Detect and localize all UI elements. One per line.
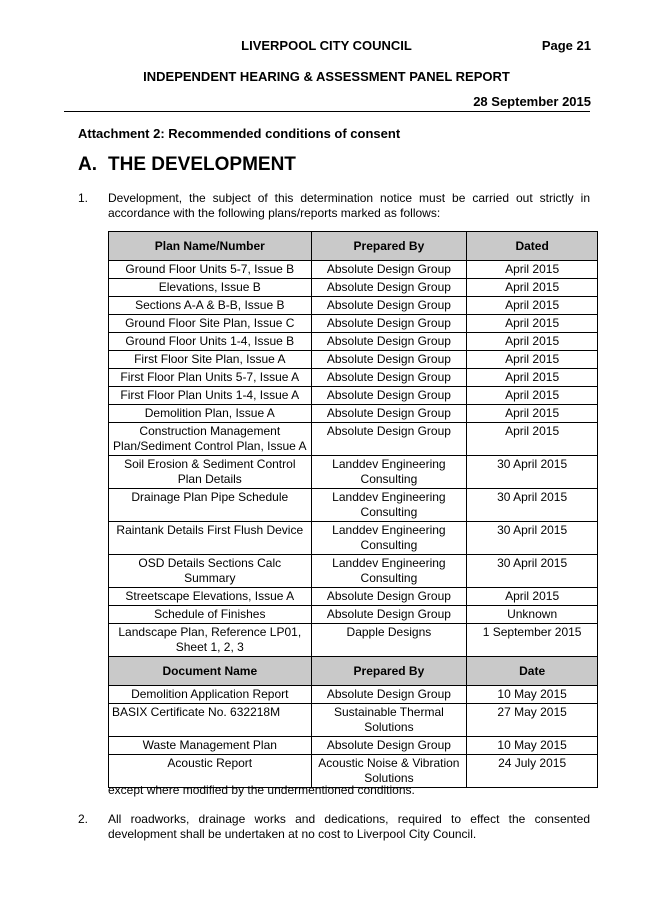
table-cell: Ground Floor Units 1-4, Issue B [109, 333, 312, 351]
documents-header-row [109, 657, 598, 686]
table-cell: 30 April 2015 [467, 456, 598, 489]
plans-table-body [109, 232, 598, 788]
table-cell: Soil Erosion & Sediment Control Plan Details [109, 456, 312, 489]
table-cell: April 2015 [467, 423, 598, 456]
table-cell: Sections A-A & B-B, Issue B [109, 297, 312, 315]
table-cell: Absolute Design Group [311, 279, 467, 297]
table-cell: BASIX Certificate No. 632218M [109, 704, 312, 737]
header-rule [64, 111, 590, 112]
table-cell: OSD Details Sections Calc Summary [109, 555, 312, 588]
condition-text: All roadworks, drainage works and dedications, required to effect the consented development shall be undertaken at no cost to Liverpool City Council. [108, 812, 590, 841]
table-cell: Landdev Engineering Consulting [311, 555, 467, 588]
table-row [109, 489, 598, 522]
condition-text: Development, the subject of this determination notice must be carried out strictly in accordance with the following plans/reports marked as follows: [108, 191, 590, 220]
report-title: INDEPENDENT HEARING & ASSESSMENT PANEL REPORT [143, 69, 510, 84]
table-cell: Absolute Design Group [311, 686, 467, 704]
column-header: Dated [467, 232, 598, 261]
table-cell: April 2015 [467, 315, 598, 333]
table-cell: 27 May 2015 [467, 704, 598, 737]
table-cell: Absolute Design Group [311, 423, 467, 456]
table-cell: Absolute Design Group [311, 315, 467, 333]
table-row [109, 456, 598, 489]
table-cell: Unknown [467, 606, 598, 624]
page-number: Page 21 [541, 38, 591, 53]
table-cell: Absolute Design Group [311, 369, 467, 387]
table-row [109, 315, 598, 333]
table-cell: April 2015 [467, 387, 598, 405]
table-cell: Streetscape Elevations, Issue A [109, 588, 312, 606]
condition-number: 2. [78, 812, 89, 826]
table-cell: Raintank Details First Flush Device [109, 522, 312, 555]
column-header: Date [467, 657, 598, 686]
table-cell: April 2015 [467, 369, 598, 387]
table-row [109, 606, 598, 624]
table-cell: 1 September 2015 [467, 624, 598, 657]
table-cell: 30 April 2015 [467, 489, 598, 522]
plans-header-row [109, 232, 598, 261]
table-cell: Sustainable Thermal Solutions [311, 704, 467, 737]
table-cell: Ground Floor Site Plan, Issue C [109, 315, 312, 333]
table-cell: Absolute Design Group [311, 606, 467, 624]
table-cell: Elevations, Issue B [109, 279, 312, 297]
table-row [109, 686, 598, 704]
except-note: except where modified by the undermentioned conditions. [108, 783, 415, 797]
table-row [109, 261, 598, 279]
condition-1 [78, 191, 590, 221]
table-cell: Absolute Design Group [311, 297, 467, 315]
table-cell: April 2015 [467, 351, 598, 369]
condition-2 [78, 812, 590, 842]
table-cell: Landdev Engineering Consulting [311, 489, 467, 522]
table-cell: April 2015 [467, 405, 598, 423]
table-cell: Demolition Application Report [109, 686, 312, 704]
table-cell: April 2015 [467, 297, 598, 315]
table-cell: Drainage Plan Pipe Schedule [109, 489, 312, 522]
table-cell: First Floor Plan Units 1-4, Issue A [109, 387, 312, 405]
table-cell: Absolute Design Group [311, 405, 467, 423]
table-row [109, 522, 598, 555]
table-cell: April 2015 [467, 279, 598, 297]
table-cell: Absolute Design Group [311, 588, 467, 606]
column-header: Plan Name/Number [109, 232, 312, 261]
table-cell: April 2015 [467, 261, 598, 279]
table-row [109, 333, 598, 351]
table-cell: First Floor Plan Units 5-7, Issue A [109, 369, 312, 387]
table-row [109, 704, 598, 737]
table-cell: Absolute Design Group [311, 261, 467, 279]
table-cell: Construction Management Plan/Sediment Control Plan, Issue A [109, 423, 312, 456]
table-cell: Landdev Engineering Consulting [311, 522, 467, 555]
table-cell: Ground Floor Units 5-7, Issue B [109, 261, 312, 279]
table-cell: Absolute Design Group [311, 387, 467, 405]
plans-table [108, 231, 598, 788]
table-cell: Acoustic Report [109, 755, 312, 788]
table-cell: 30 April 2015 [467, 522, 598, 555]
table-row [109, 588, 598, 606]
condition-number: 1. [78, 191, 89, 205]
table-cell: Waste Management Plan [109, 737, 312, 755]
table-cell: Dapple Designs [311, 624, 467, 657]
council-name: LIVERPOOL CITY COUNCIL [241, 38, 412, 53]
table-cell: Absolute Design Group [311, 737, 467, 755]
table-cell: First Floor Site Plan, Issue A [109, 351, 312, 369]
table-row [109, 423, 598, 456]
table-row [109, 369, 598, 387]
table-row [109, 624, 598, 657]
attachment-title: Attachment 2: Recommended conditions of consent [78, 126, 401, 141]
table-row [109, 351, 598, 369]
table-cell: April 2015 [467, 588, 598, 606]
table-cell: Absolute Design Group [311, 351, 467, 369]
table-cell: Acoustic Noise & Vibration Solutions [311, 755, 467, 788]
column-header: Prepared By [311, 657, 467, 686]
table-cell: Schedule of Finishes [109, 606, 312, 624]
table-row [109, 405, 598, 423]
table-row [109, 297, 598, 315]
table-row [109, 387, 598, 405]
table-cell: 30 April 2015 [467, 555, 598, 588]
table-cell: 10 May 2015 [467, 737, 598, 755]
section-letter: A. [78, 154, 97, 175]
table-cell: 24 July 2015 [467, 755, 598, 788]
report-date: 28 September 2015 [473, 94, 591, 109]
table-row [109, 737, 598, 755]
table-cell: Landdev Engineering Consulting [311, 456, 467, 489]
section-heading [78, 154, 296, 176]
table-cell: Demolition Plan, Issue A [109, 405, 312, 423]
table-row [109, 555, 598, 588]
table-cell: Absolute Design Group [311, 333, 467, 351]
column-header: Document Name [109, 657, 312, 686]
section-title: THE DEVELOPMENT [108, 154, 296, 175]
table-cell: 10 May 2015 [467, 686, 598, 704]
table-cell: Landscape Plan, Reference LP01, Sheet 1, 2, 3 [109, 624, 312, 657]
table-row [109, 279, 598, 297]
table-cell: April 2015 [467, 333, 598, 351]
column-header: Prepared By [311, 232, 467, 261]
